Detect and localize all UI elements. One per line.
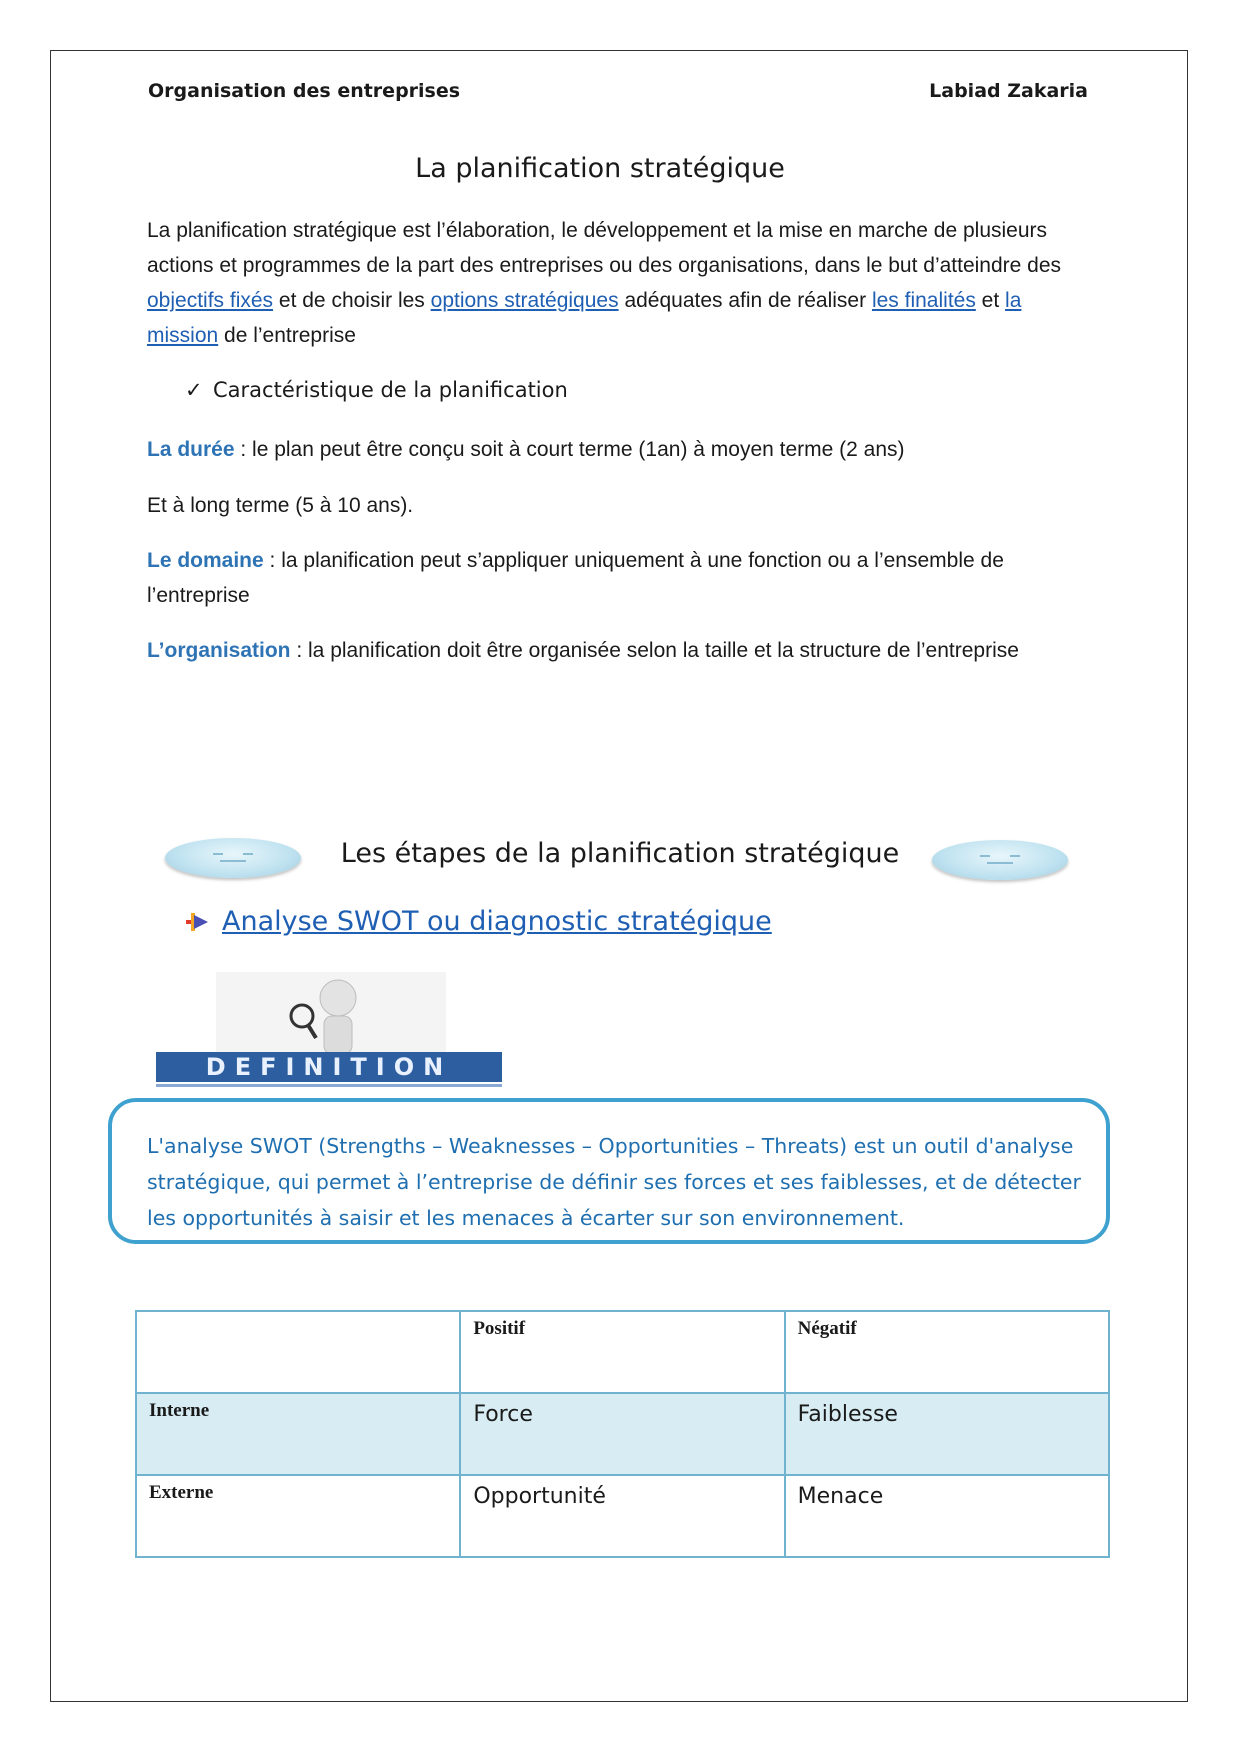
arrow-bullet-icon bbox=[186, 911, 208, 933]
table-row bbox=[136, 1393, 1109, 1475]
cell-menace: Menace bbox=[785, 1475, 1109, 1557]
characteristic-duree: La durée : le plan peut être conçu soit à court terme (1an) à moyen terme (2 ans) bbox=[147, 438, 905, 461]
cell-faiblesse: Faiblesse bbox=[785, 1393, 1109, 1475]
cell-force: Force bbox=[460, 1393, 784, 1475]
link-les-finalites[interactable]: les finalités bbox=[871, 289, 976, 312]
definition-banner-text: DEFINITION bbox=[205, 1053, 453, 1081]
checkmark-icon: ✓ bbox=[185, 378, 203, 402]
header-course: Organisation des entreprises bbox=[148, 80, 461, 102]
characteristics-heading: ✓ Caractéristique de la planification bbox=[185, 378, 568, 402]
swot-table bbox=[135, 1310, 1110, 1558]
definition-banner-image bbox=[156, 972, 502, 1092]
cell-opportunite: Opportunité bbox=[460, 1475, 784, 1557]
characteristic-long-terme: Et à long terme (5 à 10 ans). bbox=[147, 494, 414, 517]
table-row bbox=[136, 1475, 1109, 1557]
row-label-interne: Interne bbox=[136, 1393, 460, 1475]
row-label-externe: Externe bbox=[136, 1475, 460, 1557]
link-objectifs-fixes[interactable]: objectifs fixés bbox=[147, 289, 274, 312]
link-options-strategiques[interactable]: options stratégiques bbox=[430, 289, 619, 312]
page-title: La planification stratégique bbox=[415, 153, 785, 184]
link-la-mission[interactable]: la mission bbox=[147, 289, 1022, 347]
table-header-negatif: Négatif bbox=[785, 1311, 1109, 1393]
intro-paragraph: La planification stratégique est l’élaboration, le développement et la mise en marche de plusieurs actions et programmes de la part des entreprises ou des organisations, dans le but d’atteindre des objectifs fixés et de choisir les options stratégiques adéquates afin de réaliser les finalités et la mission de l’entreprise bbox=[147, 219, 1062, 347]
swot-heading-link[interactable]: Analyse SWOT ou diagnostic stratégique bbox=[222, 906, 772, 937]
table-header-empty bbox=[136, 1311, 460, 1393]
characteristic-organisation: L’organisation : la planification doit être organisée selon la taille et la structure de l’entreprise bbox=[147, 639, 1019, 662]
table-header-positif: Positif bbox=[460, 1311, 784, 1393]
steps-title: Les étapes de la planification stratégique bbox=[340, 838, 900, 869]
definition-text: L'analyse SWOT (Strengths – Weaknesses – Opportunities – Threats) est un outil d'analyse stratégique, qui permet à l’entreprise de définir ses forces et ses faiblesses, et de détecter les opportunités à saisir et les menaces à écarter sur son environnement. bbox=[147, 1134, 1081, 1230]
header-author: Labiad Zakaria bbox=[929, 80, 1088, 102]
table-header-row bbox=[136, 1311, 1109, 1393]
characteristic-domaine: Le domaine : la planification peut s’appliquer uniquement à une fonction ou a l’ensemble de l’entreprise bbox=[147, 549, 1004, 607]
